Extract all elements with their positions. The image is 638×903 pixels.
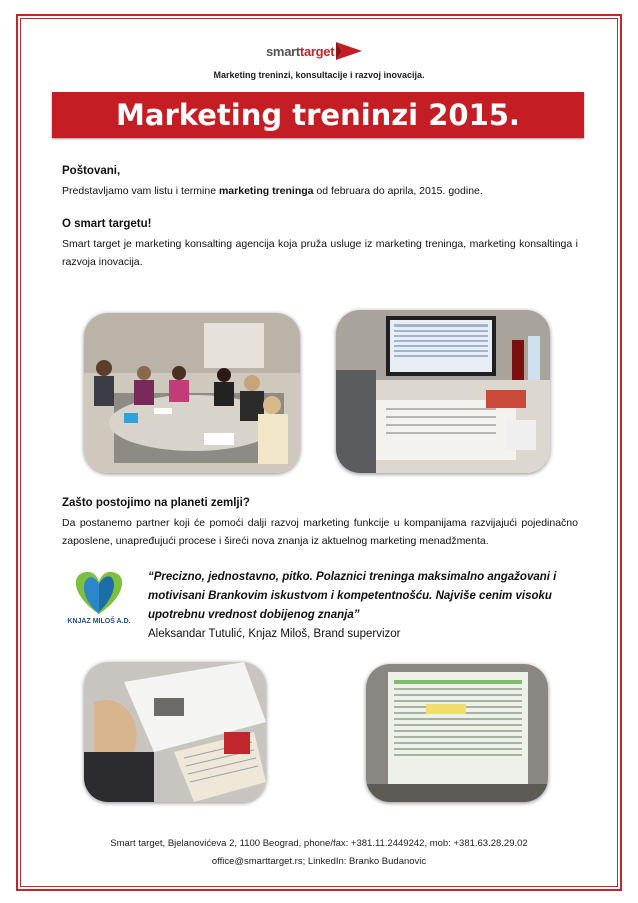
knjaz-milos-logo [60,562,138,638]
arrow-target-icon [336,38,364,64]
knjaz-milos-wordmark: KNJAZ MILOŠ A.D. [67,618,131,625]
why-heading: Zašto postojimo na planeti zemlji? [62,497,250,509]
training-room-photo [84,313,300,473]
greeting-text: Predstavljamo vam listu i termine marketing treninga od februara do aprila, 2015. godine. [62,185,483,197]
laptop-spreadsheet-photo [336,310,550,473]
testimonial [148,568,568,644]
projected-spreadsheet-photo [366,664,548,802]
page-title: Marketing treninzi 2015. godine. [116,98,520,178]
footer-address: Smart target, Bjelanovićeva 2, 1100 Beograd, phone/fax: +381.11.2449242, mob: +381.63.28.29.02 [110,838,528,849]
testimonial-quote: “Precizno, jednostavno, pitko. Polaznici treninga maksimalno angažovani i motivisani Brankovim iskustvom i kompetentnošću. Najviše cenim visoku upotrebnu vrednost dobijenog znanja” [148,571,557,621]
why-text: Da postanemo partner koji će pomoći dalji razvoj marketing funkcije u kompanijama razvijajući pojedinačno zaposlene, unapređujući procese i šireći nova znanja iz aktuelnog marketing menadžmenta. [62,517,578,547]
greeting-heading: Poštovani, [62,165,121,177]
smarttarget-logo [266,38,362,64]
testimonial-author: Aleksandar Tutulić, Knjaz Miloš, Brand supervizor [148,628,401,640]
footer-contact: office@smarttarget.rs; LinkedIn: Branko Budanovic [211,856,427,867]
tagline: Marketing treninzi, konsultacije i razvoj inovacija. [213,70,425,80]
notebook-photo [84,662,266,802]
heart-leaves-icon [60,562,138,620]
about-heading: O smart targetu! [62,218,152,230]
logo-wordmark: smarttarget [266,44,335,59]
about-text: Smart target je marketing konsalting agencija koja pruža usluge iz marketing treninga, marketing konsaltinga i razvoja inovacija. [62,238,578,268]
